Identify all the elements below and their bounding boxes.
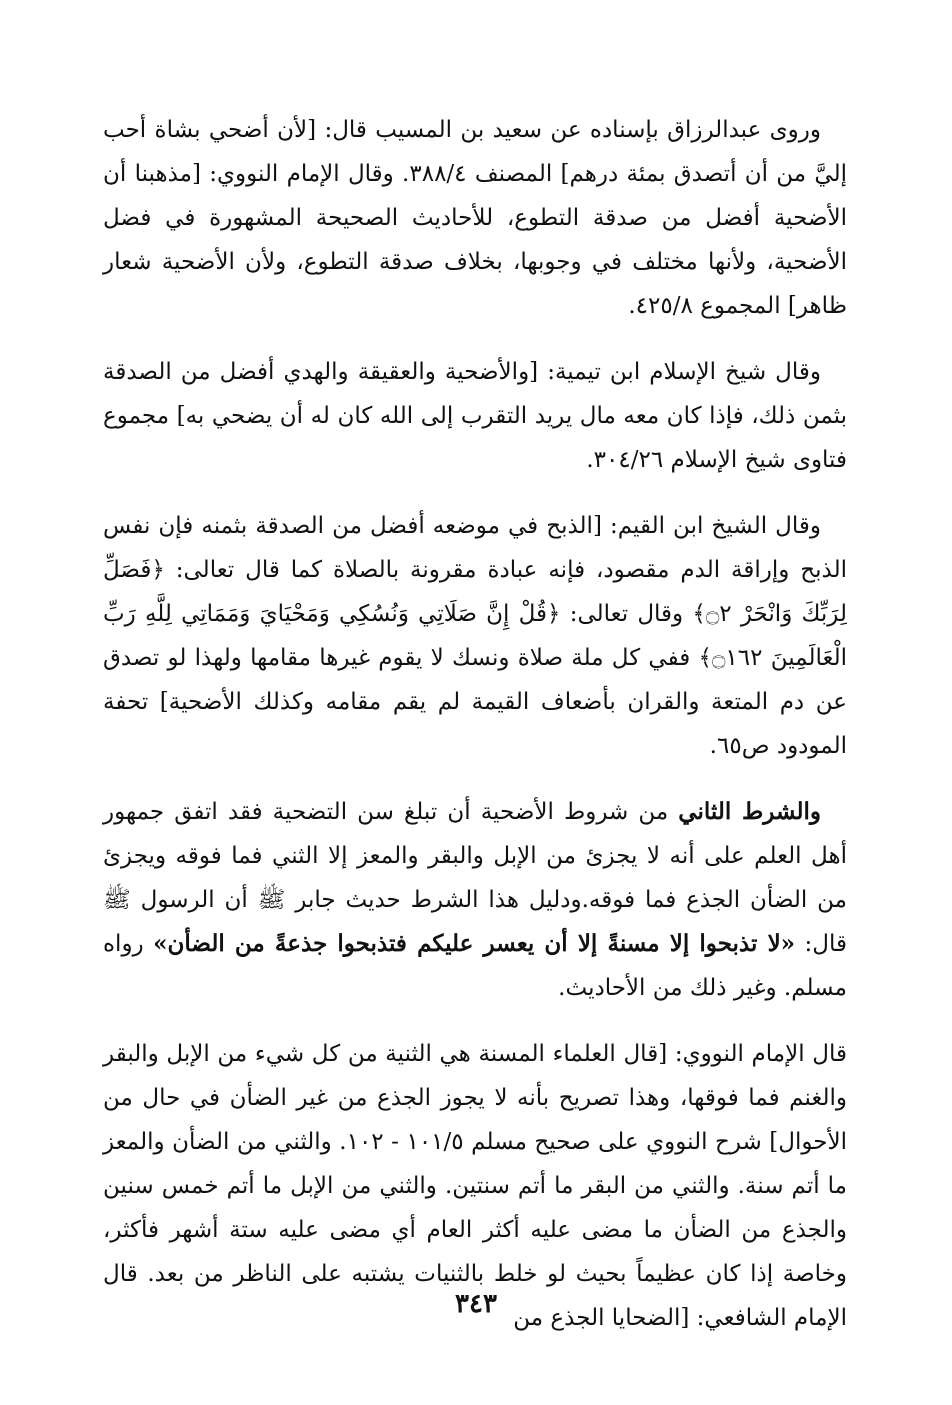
paragraph-second-condition [103,790,847,1010]
second-condition-text: من شروط الأضحية أن تبلغ سن التضحية فقد اتفق جمهور أهل العلم على أنه لا يجزئ من الإبل والبقر والمعز إلا الثني فما فوقه ويجزئ من الضأن الجذع فما فوقه.ودليل هذا الشرط حديث جابر ﷺ أن الرسول ﷺ قال: [103,799,847,957]
paragraph-abdulrazzaq: وروى عبدالرزاق بإسناده عن سعيد بن المسيب قال: [لأن أضحي بشاة أحب إليَّ من أن أتصدق بمئة درهم] المصنف ٣٨٨/٤. وقال الإمام النووي: [مذهبنا أن الأضحية أفضل من صدقة التطوع، للأحاديث الصحيحة المشهورة في فضل الأضحية، ولأنها مختلف في وجوبها، بخلاف صدقة التطوع، ولأن الأضحية شعار ظاهر] المجموع ٤٢٥/٨. [103,117,847,319]
paragraph-ibn-alqayyim: وقال الشيخ ابن القيم: [الذبح في موضعه أفضل من الصدقة بثمنه فإن نفس الذبح وإراقة الدم مقصود، فإنه عبادة مقرونة بالصلاة كما قال تعالى: ﴿فَصَلِّ لِرَبِّكَ وَانْحَرْ ۝٢﴾ وقال تعالى: ﴿قُلْ إِنَّ صَلَاتِي وَنُسُكِي وَمَحْيَايَ وَمَمَاتِي لِلَّهِ رَبِّ الْعَالَمِينَ ۝١٦٢﴾ ففي كل ملة صلاة ونسك لا يقوم غيرها مقامها ولهذا لو تصدق عن دم المتعة والقران بأضعاف القيمة لم يقم مقامه وكذلك الأضحية] تحفة المودود ص٦٥. [103,513,847,759]
paragraph-nawawi: قال الإمام النووي: [قال العلماء المسنة هي الثنية من كل شيء من الإبل والبقر والغنم فما فوقها، وهذا تصريح بأنه لا يجوز الجذع من غير الضأن في حال من الأحوال] شرح النووي على صحيح مسلم ١٠١/٥ - ١٠٢. والثني من الضأن والمعز ما أتم سنة. والثني من البقر ما أتم سنتين. والثني من الإبل ما أتم خمس سنين والجذع من الضأن ما مضى عليه أكثر العام أي مضى عليه ستة أشهر فأكثر، وخاصة إذا كان عظيماً بحيث لو خلط بالثنيات يشتبه على الناظر من بعد. قال الإمام الشافعي: [الضحايا الجذع من [103,1041,847,1331]
page-number: ٣٤٣ [455,1289,497,1319]
second-condition-heading: والشرط الثاني [678,798,821,825]
hadith-quote: «لا تذبحوا إلا مسنةً إلا أن يعسر عليكم فتذبحوا جذعةً من الضأن» [153,930,796,957]
paragraph-ibn-taymiyyah: وقال شيخ الإسلام ابن تيمية: [والأضحية والعقيقة والهدي أفضل من الصدقة بثمن ذلك، فإذا كان معه مال يريد التقرب إلى الله كان له أن يضحي به] مجموع فتاوى شيخ الإسلام ٣٠٤/٢٦. [103,359,847,473]
second-condition-text-end: رواه مسلم. وغير ذلك من الأحاديث. [103,931,847,1001]
page-body [103,108,847,1362]
